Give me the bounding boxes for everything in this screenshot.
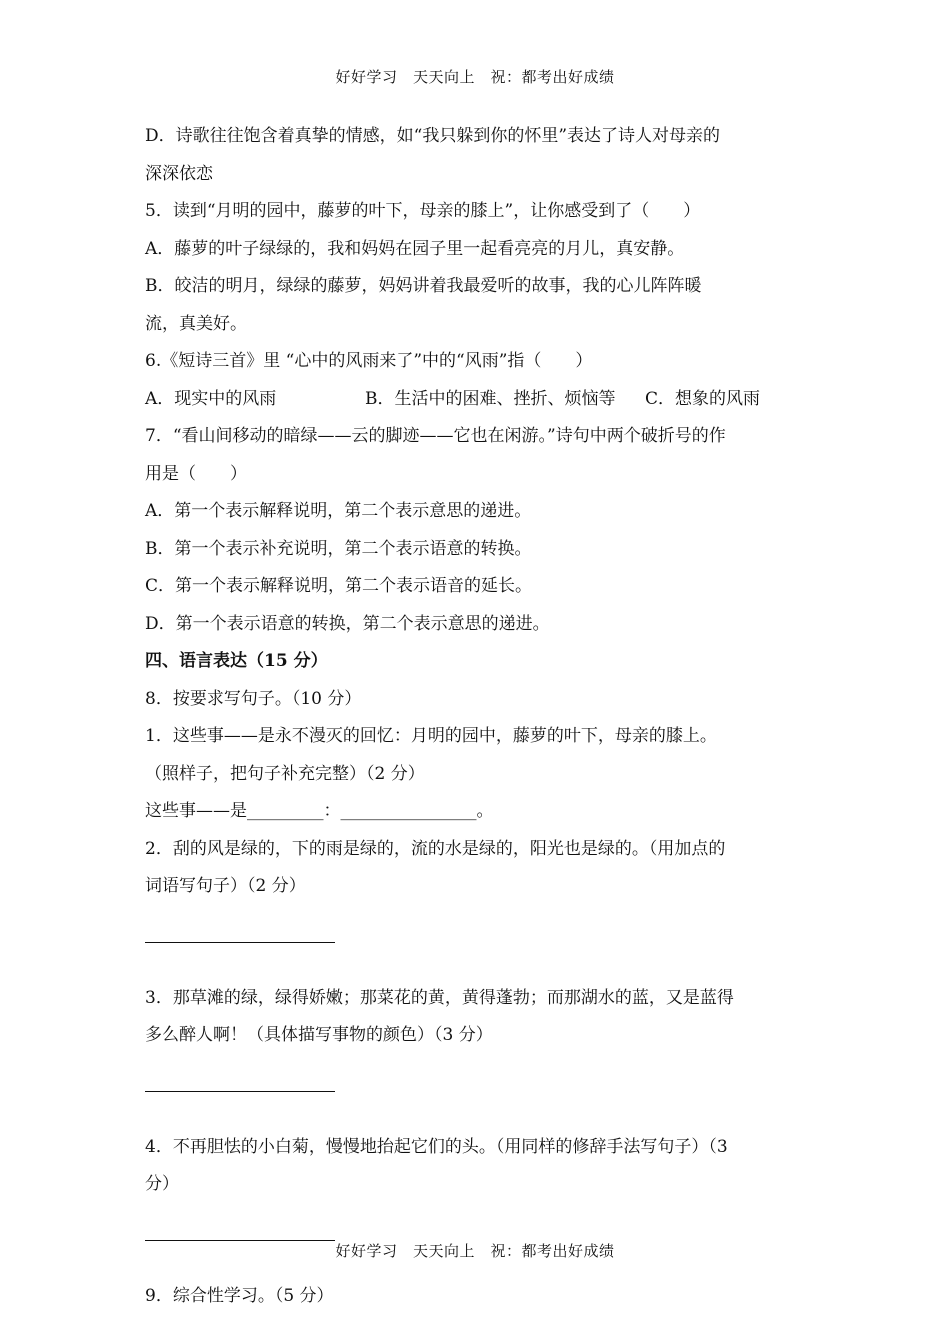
q8-item-1-fill-blank: 这些事——是_________：________________。 <box>145 801 494 821</box>
question-8: 8．按要求写句子。（10 分） <box>145 688 362 709</box>
q6-option-a: A．现实中的风雨 <box>145 388 277 409</box>
q8-item-1-line1: 1．这些事——是永不漫灭的回忆：月明的园中，藤萝的叶下，母亲的膝上。 <box>145 726 717 746</box>
q8-item-3-answer-area[interactable] <box>145 1055 810 1129</box>
q5-option-b-line2: 流，真美好。 <box>145 313 247 334</box>
q8-item-4-line1: 4．不再胆怯的小白菊，慢慢地抬起它们的头。（用同样的修辞手法写句子）（3 <box>145 1136 728 1157</box>
q6-option-c: C．想象的风雨 <box>645 388 761 409</box>
question-7-line1: 7．“看山间移动的暗绿——云的脚迹——它也在闲游。”诗句中两个破折号的作 <box>145 426 726 446</box>
question-7-line2: 用是（ ） <box>145 463 247 484</box>
q6-option-b: B．生活中的困难、挫折、烦恼等 <box>365 388 616 409</box>
question-5: 5．读到“月明的园中，藤萝的叶下，母亲的膝上”，让你感受到了（ ） <box>145 201 701 221</box>
question-6: 6.《短诗三首》里 “心中的风雨来了”中的“风雨”指（ ） <box>145 351 593 371</box>
q8-item-1-line2: （照样子，把句子补充完整）（2 分） <box>145 763 425 784</box>
q8-item-2-line1: 2．刮的风是绿的，下的雨是绿的，流的水是绿的，阳光也是绿的。（用加点的 <box>145 838 726 859</box>
q7-option-b: B．第一个表示补充说明，第二个表示语意的转换。 <box>145 538 532 559</box>
document-body <box>145 118 810 1315</box>
answer-rule <box>145 1091 335 1092</box>
q8-item-3-line1: 3．那草滩的绿，绿得娇嫩；那菜花的黄，黄得蓬勃；而那湖水的蓝，又是蓝得 <box>145 987 734 1008</box>
answer-rule <box>145 942 335 943</box>
page-header: 好好学习 天天向上 祝：都考出好成绩 <box>335 68 615 86</box>
q8-item-3-line2: 多么醉人啊！（具体描写事物的颜色）（3 分） <box>145 1025 493 1045</box>
q8-item-2-line2: 词语写句子）（2 分） <box>145 876 306 896</box>
q7-option-d: D．第一个表示语意的转换，第二个表示意思的递进。 <box>145 613 550 634</box>
q5-option-b-line1: B．皎洁的明月，绿绿的藤萝，妈妈讲着我最爱听的故事，我的心儿阵阵暖 <box>145 276 702 296</box>
section-4-heading: 四、语言表达（15 分） <box>145 651 328 671</box>
q7-option-a: A．第一个表示解释说明，第二个表示意思的递进。 <box>145 501 532 521</box>
page-footer: 好好学习 天天向上 祝：都考出好成绩 <box>335 1242 615 1260</box>
q7-option-c: C．第一个表示解释说明，第二个表示语音的延长。 <box>145 576 533 596</box>
q4-option-d-line2: 深深依恋 <box>145 163 213 184</box>
q8-item-2-answer-area[interactable] <box>145 906 810 980</box>
q4-option-d-line1: D．诗歌往往饱含着真挚的情感，如“我只躲到你的怀里”表达了诗人对母亲的 <box>145 126 721 146</box>
q5-option-a: A．藤萝的叶子绿绿的，我和妈妈在园子里一起看亮亮的月儿，真安静。 <box>145 238 685 259</box>
q8-item-4-line2: 分） <box>145 1174 179 1194</box>
question-9: 9．综合性学习。（5 分） <box>145 1285 334 1306</box>
q6-options <box>145 381 810 419</box>
